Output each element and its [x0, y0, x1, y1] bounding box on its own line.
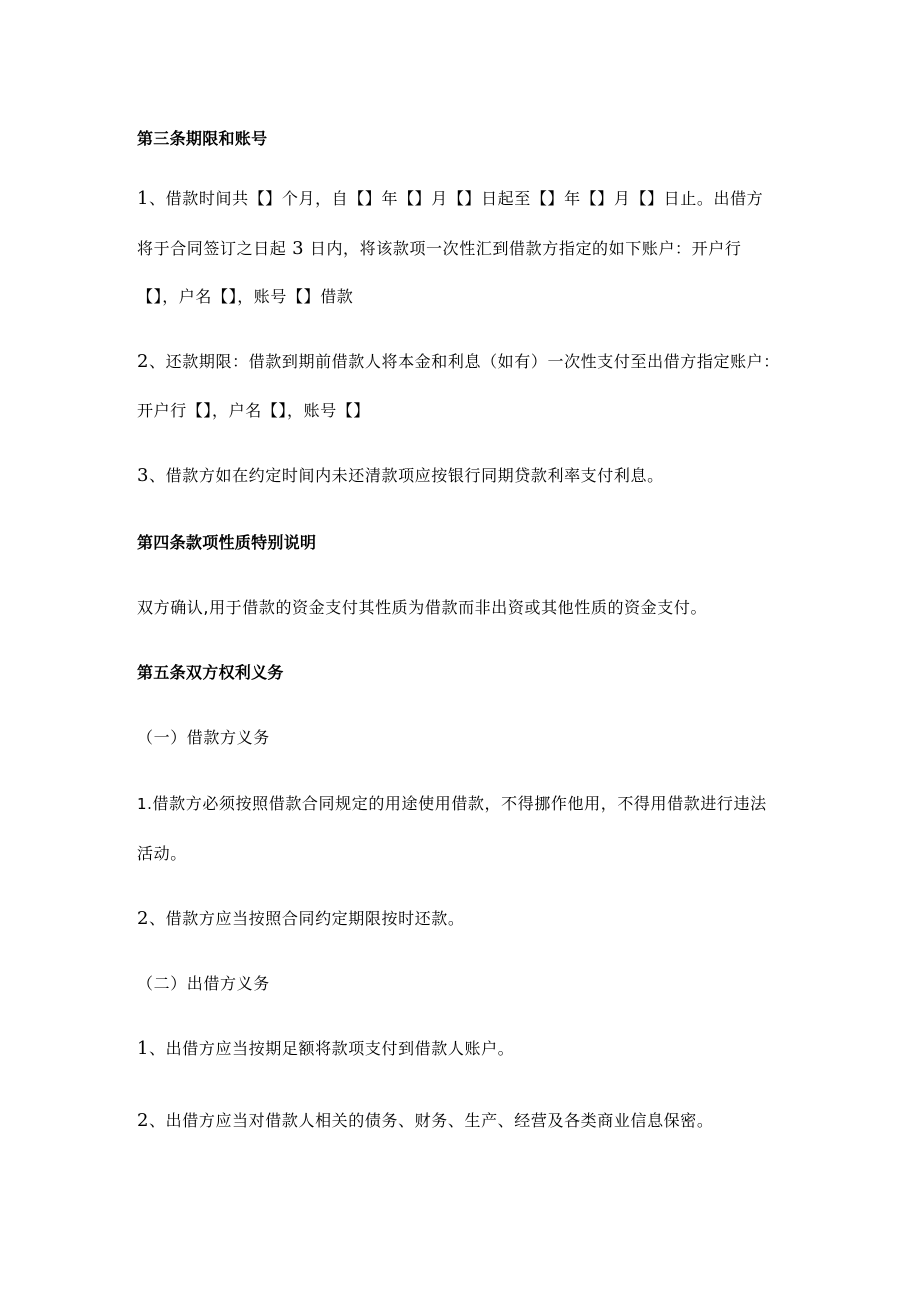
section5-lender-item1-number: 1: [137, 1038, 150, 1059]
section5-borrower-item1-text-line1: 借款方必须按照借款合同规定的用途使用借款，不得挪作他用，不得用借款进行违法: [152, 794, 767, 813]
section3-item1-line2: [137, 238, 741, 260]
section4-text: 双方确认,用于借款的资金支付其性质为借款而非出资或其他性质的资金支付。: [137, 598, 708, 617]
section5-lender-item1: [137, 1038, 514, 1060]
section3-item1-line3: 【】，户名【】，账号【】借款: [137, 287, 354, 306]
section3-item3: [137, 465, 664, 487]
section5-borrower-subtitle: （一）借款方义务: [137, 728, 270, 747]
section5-borrower-item2-text: 、借款方应当按照合同约定期限按时还款。: [149, 909, 465, 928]
section3-item3-text: 、借款方如在约定时间内未还清款项应按银行同期贷款利率支付利息。: [149, 466, 664, 485]
section5-borrower-item2-number: 2: [137, 908, 150, 929]
section3-item2-number: 2: [137, 351, 150, 372]
section3-item1-text-line1: 、借款时间共【】个月，自【】年【】月【】日起至【】年【】月【】日止。出借方: [149, 189, 764, 208]
section3-item2-line1: [137, 351, 780, 373]
section5-borrower-item1-line1: [137, 793, 767, 815]
section4-title: 第四条款项性质特别说明: [137, 533, 317, 552]
section5-borrower-item2: [137, 908, 464, 930]
section3-item2-text-line1: 、还款期限：借款到期前借款人将本金和利息（如有）一次性支付至出借方指定账户：: [149, 352, 780, 371]
section5-lender-subtitle: （二）出借方义务: [137, 974, 270, 993]
section3-item1-text-line2a: 将于合同签订之日起: [137, 239, 287, 258]
section3-item2-line2: 开户行【】，户名【】，账号【】: [137, 401, 371, 420]
section5-lender-item1-text: 、出借方应当按期足额将款项支付到借款人账户。: [149, 1039, 515, 1058]
section3-item3-number: 3: [137, 465, 150, 486]
section5-borrower-item1-line2: 活动。: [137, 844, 187, 863]
section5-lender-item2-text: 、出借方应当对借款人相关的债务、财务、生产、经营及各类商业信息保密。: [149, 1111, 714, 1130]
section5-title: 第五条双方权利义务: [137, 663, 284, 682]
section3-item1-days: 3: [292, 238, 305, 259]
section3-item1-text-line2b: 日内，将该款项一次性汇到借款方指定的如下账户：开户行: [309, 239, 742, 258]
section3-title: 第三条期限和账号: [137, 129, 268, 148]
section3-item1-line1: [137, 188, 763, 210]
section5-borrower-item1-number: 1.: [137, 795, 153, 813]
section5-lender-item2: [137, 1110, 713, 1132]
section5-lender-item2-number: 2: [137, 1110, 150, 1131]
section3-item1-number: 1: [137, 188, 150, 209]
